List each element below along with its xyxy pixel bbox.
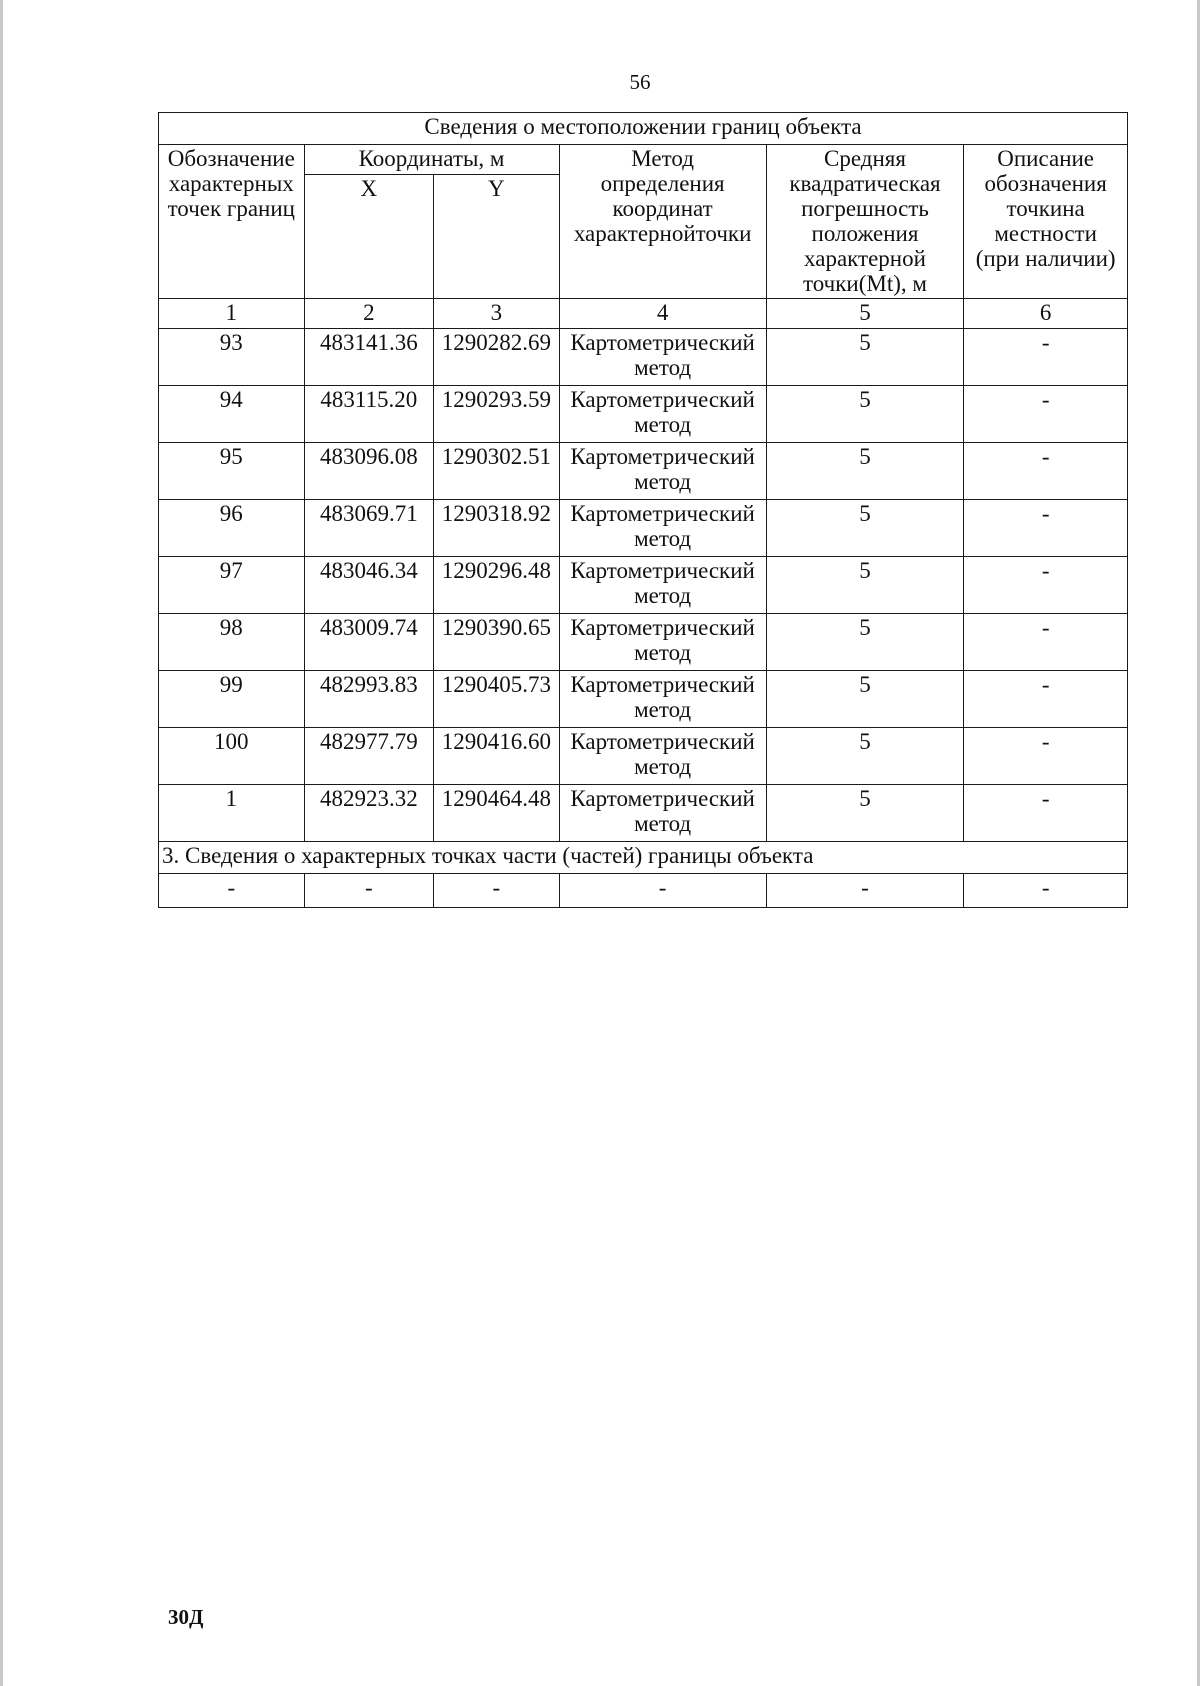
method-cell (559, 329, 766, 386)
y-coordinate-cell: 1290405.73 (434, 671, 559, 728)
footer-code: 30Д (168, 1605, 204, 1629)
column-number-row (159, 299, 1128, 329)
table-row (159, 557, 1128, 614)
method-cell (559, 386, 766, 443)
empty-cell: - (766, 874, 964, 908)
header-error-line: погрешность (801, 196, 929, 221)
error-cell: 5 (766, 671, 964, 728)
table-row (159, 671, 1128, 728)
method-cell (559, 785, 766, 842)
header-x: X (304, 175, 434, 299)
method-line: Картометрический (570, 729, 755, 754)
column-number: 3 (434, 299, 559, 329)
header-method (559, 145, 766, 299)
method-line: метод (634, 811, 692, 836)
description-cell: - (964, 728, 1128, 785)
description-cell: - (964, 329, 1128, 386)
point-id-cell: 95 (159, 443, 305, 500)
table-row (159, 614, 1128, 671)
column-number: 4 (559, 299, 766, 329)
method-line: метод (634, 526, 692, 551)
table-title-row (159, 113, 1128, 145)
x-coordinate-cell: 482977.79 (304, 728, 434, 785)
error-cell: 5 (766, 443, 964, 500)
error-cell: 5 (766, 557, 964, 614)
description-cell: - (964, 557, 1128, 614)
method-line: Картометрический (570, 444, 755, 469)
header-description-line: местности (994, 221, 1097, 246)
point-id-cell: 100 (159, 728, 305, 785)
table-row (159, 728, 1128, 785)
point-id-cell: 98 (159, 614, 305, 671)
table-row (159, 386, 1128, 443)
x-coordinate-cell: 483009.74 (304, 614, 434, 671)
header-method-line: определения (600, 171, 725, 196)
header-error (766, 145, 964, 299)
empty-cell: - (159, 874, 305, 908)
column-number: 5 (766, 299, 964, 329)
method-line: метод (634, 469, 692, 494)
table-row (159, 443, 1128, 500)
column-number: 1 (159, 299, 305, 329)
column-number: 6 (964, 299, 1128, 329)
error-cell: 5 (766, 785, 964, 842)
method-cell (559, 500, 766, 557)
header-description-line: Описание (997, 146, 1095, 171)
header-error-line: Средняя (824, 146, 906, 171)
header-description (964, 145, 1128, 299)
column-number: 2 (304, 299, 434, 329)
boundary-coordinates-table (158, 112, 1128, 908)
method-cell (559, 443, 766, 500)
header-point-line: характерных (168, 171, 294, 196)
table-row (159, 329, 1128, 386)
page-number: 56 (629, 70, 651, 94)
header-description-line: обозначения (984, 171, 1107, 196)
method-line: Картометрический (570, 330, 755, 355)
x-coordinate-cell: 483141.36 (304, 329, 434, 386)
x-coordinate-cell: 483069.71 (304, 500, 434, 557)
header-y: Y (434, 175, 559, 299)
error-cell: 5 (766, 614, 964, 671)
empty-cell: - (964, 874, 1128, 908)
x-coordinate-cell: 483046.34 (304, 557, 434, 614)
empty-cell: - (434, 874, 559, 908)
description-cell: - (964, 614, 1128, 671)
y-coordinate-cell: 1290464.48 (434, 785, 559, 842)
point-id-cell: 93 (159, 329, 305, 386)
y-coordinate-cell: 1290282.69 (434, 329, 559, 386)
y-coordinate-cell: 1290390.65 (434, 614, 559, 671)
method-line: метод (634, 583, 692, 608)
empty-cell: - (559, 874, 766, 908)
header-error-line: квадратическая (789, 171, 941, 196)
description-cell: - (964, 785, 1128, 842)
header-method-line: Метод (631, 146, 694, 171)
header-point-line: точек границ (167, 196, 295, 221)
error-cell: 5 (766, 500, 964, 557)
y-coordinate-cell: 1290302.51 (434, 443, 559, 500)
error-cell: 5 (766, 329, 964, 386)
x-coordinate-cell: 482923.32 (304, 785, 434, 842)
table-title: Сведения о местоположении границ объекта (159, 113, 1128, 145)
x-coordinate-cell: 483115.20 (304, 386, 434, 443)
header-error-line: положения (811, 221, 919, 246)
method-line: Картометрический (570, 672, 755, 697)
table-row (159, 500, 1128, 557)
y-coordinate-cell: 1290296.48 (434, 557, 559, 614)
x-coordinate-cell: 482993.83 (304, 671, 434, 728)
section3-title-row (159, 842, 1128, 874)
method-cell (559, 728, 766, 785)
point-id-cell: 1 (159, 785, 305, 842)
y-coordinate-cell: 1290318.92 (434, 500, 559, 557)
point-id-cell: 97 (159, 557, 305, 614)
description-cell: - (964, 500, 1128, 557)
method-line: Картометрический (570, 558, 755, 583)
empty-cell: - (304, 874, 434, 908)
header-error-line: точки(Mt), м (803, 271, 927, 296)
x-coordinate-cell: 483096.08 (304, 443, 434, 500)
y-coordinate-cell: 1290293.59 (434, 386, 559, 443)
method-line: Картометрический (570, 387, 755, 412)
y-coordinate-cell: 1290416.60 (434, 728, 559, 785)
method-line: метод (634, 754, 692, 779)
method-cell (559, 614, 766, 671)
method-line: метод (634, 412, 692, 437)
point-id-cell: 94 (159, 386, 305, 443)
section3-empty-row (159, 874, 1128, 908)
scan-edge-left (0, 0, 3, 1686)
section3-title: 3. Сведения о характерных точках части (частей) границы объекта (159, 842, 1128, 874)
header-point-line: Обозначение (167, 146, 295, 171)
error-cell: 5 (766, 728, 964, 785)
error-cell: 5 (766, 386, 964, 443)
header-description-line: точкина (1006, 196, 1085, 221)
point-id-cell: 96 (159, 500, 305, 557)
method-line: Картометрический (570, 786, 755, 811)
header-method-line: координат (612, 196, 713, 221)
description-cell: - (964, 386, 1128, 443)
method-line: метод (634, 355, 692, 380)
point-id-cell: 99 (159, 671, 305, 728)
method-line: метод (634, 697, 692, 722)
header-row-1 (159, 145, 1128, 175)
description-cell: - (964, 671, 1128, 728)
header-description-line: (при наличии) (975, 246, 1116, 271)
header-method-line: характернойточки (573, 221, 752, 246)
method-line: Картометрический (570, 615, 755, 640)
method-line: Картометрический (570, 501, 755, 526)
header-point-designation (159, 145, 305, 299)
method-line: метод (634, 640, 692, 665)
method-cell (559, 671, 766, 728)
method-cell (559, 557, 766, 614)
table-row (159, 785, 1128, 842)
header-error-line: характерной (804, 246, 926, 271)
description-cell: - (964, 443, 1128, 500)
header-coordinates: Координаты, м (304, 145, 559, 175)
